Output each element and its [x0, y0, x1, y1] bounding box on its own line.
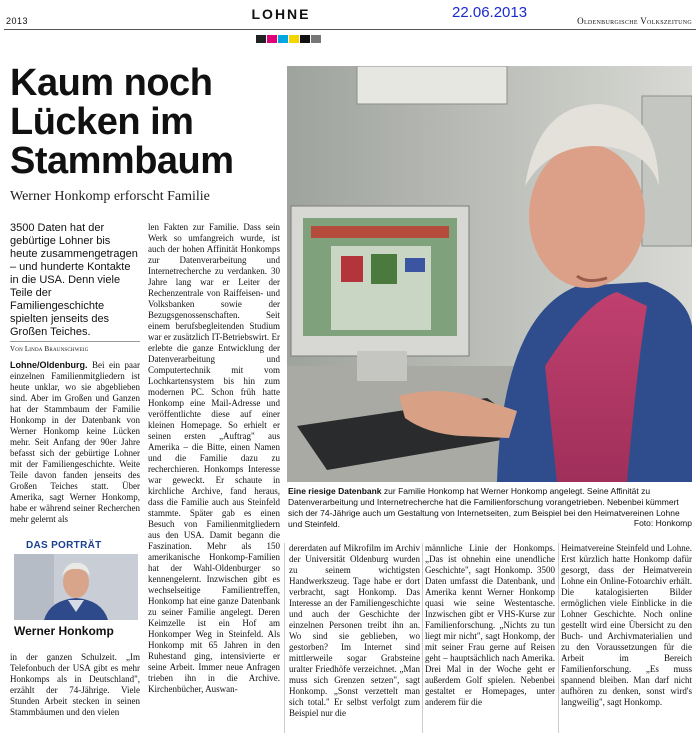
column-divider: [422, 543, 423, 733]
column-divider: [284, 543, 285, 733]
color-swatch: [278, 35, 288, 43]
color-registration-marks: [256, 35, 321, 43]
column-1-text: Bei ein paar einzelnen Familienmitgliedern ist heute unklar, wo sie abgeblieben sind. Aber im Großen und Ganzen hat der Stammbaum der Familie Honkomp in der Datenbank von Werner Honkomp keine Lücken mehr. Seit Anfang der 90er Jahre befasst sich der gebürtige Lohner mit der Familiengeschichte. Weite Teile davon fanden jenseits des Großen Teiches statt. Über Amerika, sagt Werner Honkomp, habe er während seiner Recherchen mehr gelernt als: [10, 360, 140, 524]
newspaper-name: Oldenburgische Volkszeitung: [577, 16, 692, 26]
date-stamp: 22.06.2013: [452, 4, 528, 21]
article-column-3: dererdaten auf Mikrofilm im Archiv der Universität Oldenburg wurden zu seinem wichtigsten Handwerkszeug. Tage habe er dort verbracht, sagt Honkomp. Das Interesse an der Familiengeschichte und auch der Geschichte der einzelnen Personen treibt ihn an. Wo sind sie geblieben, wo gestorben? Im Internet sind mittlerweile sogar Grabsteine uralter Friedhöfe verzeichnet. „Man muss sich Grenzen setzen", sagt Honkomp. „Sonst verzettelt man sich total." Er selbst verfolgt zum Beispiel nur die: [289, 543, 420, 718]
portrait-photo: [14, 554, 138, 620]
color-swatch: [289, 35, 299, 43]
color-swatch: [267, 35, 277, 43]
article-subheadline: Werner Honkomp erforscht Familie: [10, 189, 210, 204]
article-column-1: [10, 360, 140, 538]
caption-text: zur Familie Honkomp hat Werner Honkomp angelegt. Seine Affinität zu Datenverarbeitung und Internetrecherche hat die Familienforschung vorangetrieben. Nebenbei kümmert sich der 74-Jährige auch um Gestaltung von Internetseiten, zum Beispiel bei den Heimatvereinen Lohne und Steinfeld.: [288, 486, 680, 529]
article-author: Von Linda Braunschweig: [10, 341, 140, 353]
article-column-4: männliche Linie der Honkomps. „Das ist ohnehin eine unendliche Geschichte", sagt Honkomp. 3500 Daten umfasst die Datenbank, und Amerika kennt Werner Honkomp quasi wie seine Westentasche. Inzwischen gibt er VHS-Kurse zur Familienforschung. „Nichts zu tun liegt mir nicht", sagt Honkomp, der mit seiner Frau gerne auf Reisen geht – hauptsächlich nach Amerika. Drei Mal in der Woche geht er außerdem Golf spielen. Nebenbei gestaltet er Homepages, unter anderem für die: [425, 543, 555, 707]
page-year: 2013: [6, 16, 29, 26]
article-photo: [287, 66, 692, 482]
color-swatch: [256, 35, 266, 43]
article-column-5: Heimatvereine Steinfeld und Lohne. Erst kürzlich hatte Honkomp dafür gesorgt, dass der Heimatverein Lohne ein Online-Fotoarchiv erhält. Die katalogisierten Bilder ermöglichen viele Einblicke in die Lohner Geschichte. Noch online gestellt wird eine Übersicht zu den Buch- und Archivmaterialien und zu den Voraussetzungen für die Arbeit im Bereich Familienforschung. „Es muss spannend bleiben. Man darf nicht aufhören zu denken, sonst wird's langweilig", sagt Honkomp.: [561, 543, 692, 707]
article-column-1-continued: in der ganzen Schulzeit. „Im Telefonbuch der USA gibt es mehr Honkomps als in Deutschland", erzählt der 74-Jährige. Viele Stunden Arbeit stecken in seinen Stammbäumen und den vielen: [10, 652, 140, 717]
article-headline: Kaum noch Lücken im Stammbaum: [10, 62, 234, 182]
photo-caption: [288, 486, 692, 530]
article-dateline: Lohne/Oldenburg.: [10, 360, 88, 370]
section-title: LOHNE: [251, 6, 311, 22]
portrait-tag: DAS PORTRÄT: [26, 540, 102, 551]
portrait-box: [10, 540, 140, 650]
color-swatch: [300, 35, 310, 43]
header-rule: [4, 29, 696, 30]
article-lead: 3500 Daten hat der gebürtige Lohner bis heute zusammengetragen – und hunderte Kontakte in die USA. Denn viele Teile der Familiengeschichte spielten jenseits des Großen Teiches.: [10, 222, 138, 338]
color-swatch: [311, 35, 321, 43]
portrait-name: Werner Honkomp: [14, 624, 114, 638]
photo-credit: Foto: Honkomp: [633, 518, 692, 528]
page-header: [0, 0, 700, 48]
article-column-2: len Fakten zur Familie. Dass sein Werk so umfangreich wurde, ist auch der hohen Affinität Honkomps zur Datenverarbeitung und Internetrecherche zu verdanken. 30 Jahre lang war er Leiter der Rechenzentrale von Raiffeisen- und Volksbanken sowie der Bezugsgenossenschaften. Seit einem berufsbegleitenden Studium war er zusätzlich IT-Betriebswirt. Er erlebte die ganze Entwicklung der Datenverarbeitung und Computertechnik mit vom Lochkartensystem bis hin zum modernen PC. Schon früh hatte Honkomp eine Mail-Adresse und veröffentlichte diese auf einer kleinen Homepage. So erhielt er seinen ersten „Auftrag" aus Amerika – die Bitte, einen Namen und die Familie dazu zu recherchieren. Honkomps Interesse war geweckt. Er schaute in kirchliche Archive, fand heraus, dass die Familie auch aus Steinfeld stammte. Später gab es einen Besuch von Familienmitgliedern aus den USA. Damit begann die Faszination. Mehr als 150 amerikanische Honkomp-Familien hat der Wahl-Oldenburger so kennengelernt. Inzwischen gibt es wechselseitige Familientreffen, Honkomp hat eine ganze Datenbank zu seiner Familie angelegt. Deren Keimzelle ist ein Hof am Honkomper Weg in Steinfeld. Als Honkomp mit 65 Jahren in den Ruhestand ging, intensivierte er seine Arbeit. Immer neue Anfragen trieben ihn in die Archive. Kirchenbücher, Auswan-: [148, 222, 280, 694]
caption-lead: Eine riesige Datenbank: [288, 486, 382, 496]
column-divider: [558, 543, 559, 733]
